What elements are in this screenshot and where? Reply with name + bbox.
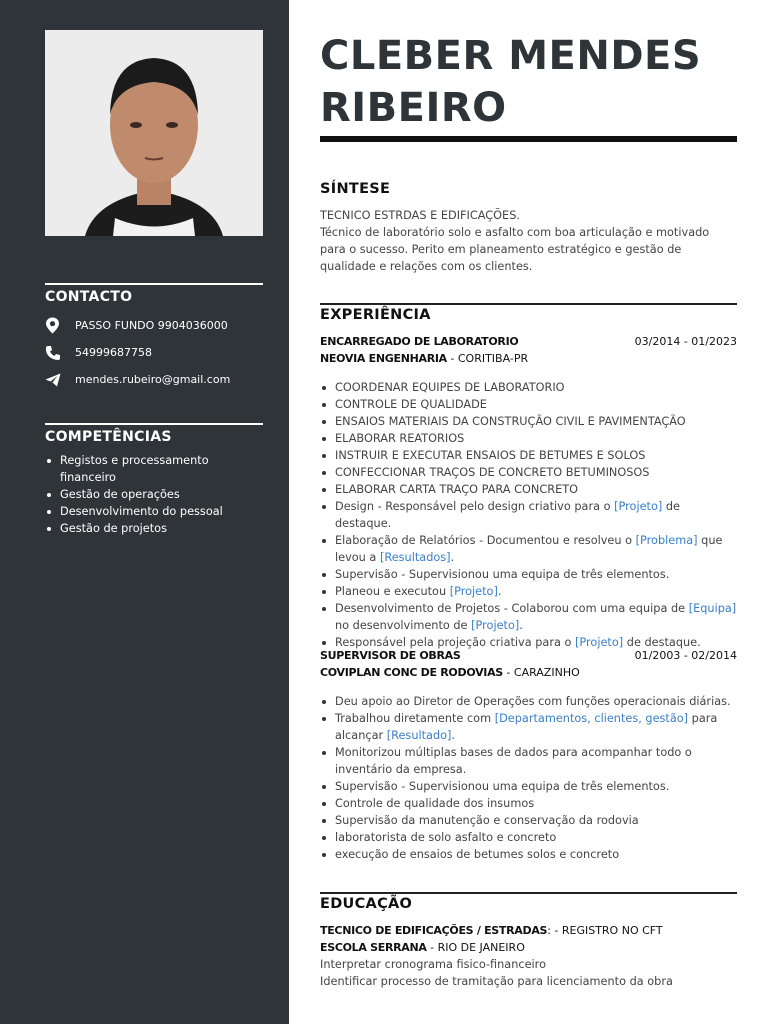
placeholder-link: [Projeto] <box>614 500 663 513</box>
placeholder-link: [Projeto] <box>575 636 624 649</box>
list-item: ENSAIOS MATERIAIS DA CONSTRUÇÃO CIVIL E PAVIMENTAÇÃO <box>320 413 737 430</box>
job-dates: 03/2014 - 01/2023 <box>634 335 737 348</box>
skill-item: Gestão de operações <box>45 486 263 503</box>
location-pin-icon <box>45 317 75 334</box>
experience-title: EXPERIÊNCIA <box>320 307 431 323</box>
placeholder-link: [Problema] <box>635 534 698 547</box>
job-entry <box>320 333 737 651</box>
placeholder-link: [Projeto] <box>449 585 498 598</box>
placeholder-link: [Resultados] <box>379 551 451 564</box>
job-company: NEOVIA ENGENHARIA - CORITIBA-PR <box>320 352 529 365</box>
education-degree: TECNICO DE EDIFICAÇÕES / ESTRADAS: - REGISTRO NO CFT <box>320 924 663 937</box>
summary-title: SÍNTESE <box>320 181 391 197</box>
list-item: INSTRUIR E EXECUTAR ENSAIOS DE BETUMES E SOLOS <box>320 447 737 464</box>
job-role: SUPERVISOR DE OBRAS <box>320 649 461 662</box>
list-item: execução de ensaios de betumes solos e concreto <box>320 846 737 863</box>
contact-address-row <box>45 312 263 339</box>
job-dates: 01/2003 - 02/2014 <box>634 649 737 662</box>
sidebar <box>0 0 289 1024</box>
list-item: Supervisão - Supervisionou uma equipa de três elementos. <box>320 566 737 583</box>
skills-section <box>45 423 263 537</box>
phone-icon <box>45 345 75 361</box>
list-item: ELABORAR REATORIOS <box>320 430 737 447</box>
contact-address: PASSO FUNDO 9904036000 <box>75 319 228 332</box>
skill-item: Desenvolvimento do pessoal <box>45 503 263 520</box>
list-item: Elaboração de Relatórios - Documentou e resolveu o [Problema] que levou a [Resultados]. <box>320 532 737 566</box>
candidate-name: CLEBER MENDES RIBEIRO <box>320 33 702 131</box>
contact-title: CONTACTO <box>45 289 133 305</box>
list-item: ELABORAR CARTA TRAÇO PARA CONCRETO <box>320 481 737 498</box>
job-company: COVIPLAN CONC DE RODOVIAS - CARAZINHO <box>320 666 580 679</box>
list-item: Design - Responsável pelo design criativo para o [Projeto] de destaque. <box>320 498 737 532</box>
skills-list <box>45 452 263 537</box>
education-divider <box>320 892 737 894</box>
placeholder-link: [Departamentos, clientes, gestão] <box>494 712 689 725</box>
list-item: COORDENAR EQUIPES DE LABORATORIO <box>320 379 737 396</box>
list-item: CONTROLE DE QUALIDADE <box>320 396 737 413</box>
contact-email-row <box>45 366 263 393</box>
skills-divider <box>45 423 263 425</box>
list-item: Monitorizou múltiplas bases de dados para acompanhar todo o inventário da empresa. <box>320 744 737 778</box>
education-title: EDUCAÇÃO <box>320 896 413 912</box>
contact-divider <box>45 283 263 285</box>
job-bullets <box>320 693 737 863</box>
profile-photo <box>45 30 263 236</box>
skill-item: Registos e processamento financeiro <box>45 452 263 486</box>
job-role: ENCARREGADO DE LABORATORIO <box>320 335 519 348</box>
list-item: Desenvolvimento de Projetos - Colaborou com uma equipa de [Equipa] no desenvolvimento de [Projeto]. <box>320 600 737 634</box>
skills-title: COMPETÊNCIAS <box>45 429 172 445</box>
list-item: Supervisão da manutenção e conservação da rodovia <box>320 812 737 829</box>
list-item: Trabalhou diretamente com [Departamentos, clientes, gestão] para alcançar [Resultado]. <box>320 710 737 744</box>
list-item: Responsável pela projeção criativa para o [Projeto] de destaque. <box>320 634 737 651</box>
education-detail: Interpretar cronograma fisico-financeiro <box>320 958 546 971</box>
list-item: Deu apoio ao Diretor de Operações com funções operacionais diárias. <box>320 693 737 710</box>
contact-email[interactable]: mendes.rubeiro@gmail.com <box>75 373 231 386</box>
education-entry <box>320 922 737 990</box>
job-header <box>320 333 737 350</box>
contact-phone[interactable]: 54999687758 <box>75 346 152 359</box>
list-item: Controle de qualidade dos insumos <box>320 795 737 812</box>
placeholder-link: [Projeto] <box>471 619 520 632</box>
skill-item: Gestão de projetos <box>45 520 263 537</box>
list-item: CONFECCIONAR TRAÇOS DE CONCRETO BETUMINOSOS <box>320 464 737 481</box>
contact-phone-row <box>45 339 263 366</box>
experience-divider <box>320 303 737 305</box>
list-item: Supervisão - Supervisionou uma equipa de três elementos. <box>320 778 737 795</box>
name-underline <box>320 136 737 142</box>
send-icon <box>45 373 75 387</box>
job-entry <box>320 647 737 863</box>
placeholder-link: [Resultado] <box>386 729 452 742</box>
summary-text: TECNICO ESTRDAS E EDIFICAÇÕES. Técnico de laboratório solo e asfalto com boa articulação e motivado para o sucesso. Perito em planeamento estratégico e gestão de qualidade e relações com os clientes. <box>320 209 710 273</box>
placeholder-link: [Equipa] <box>688 602 737 615</box>
contact-section <box>45 283 263 393</box>
education-school: ESCOLA SERRANA - RIO DE JANEIRO <box>320 941 525 954</box>
list-item: laboratorista de solo asfalto e concreto <box>320 829 737 846</box>
education-detail: Identificar processo de tramitação para licenciamento da obra <box>320 975 673 988</box>
list-item: Planeou e executou [Projeto]. <box>320 583 737 600</box>
job-header <box>320 647 737 664</box>
job-bullets <box>320 379 737 651</box>
